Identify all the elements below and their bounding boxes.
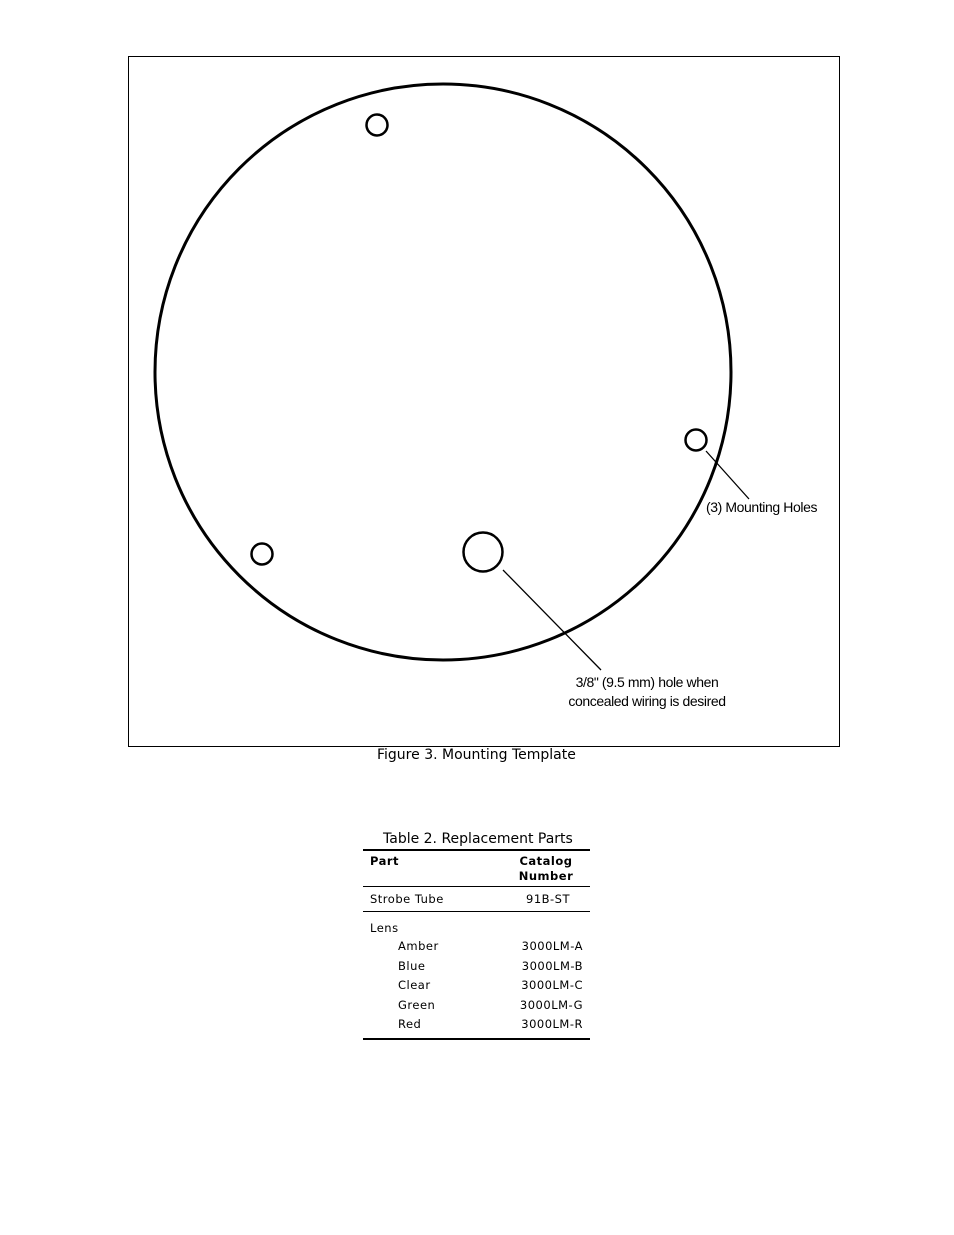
- part-cell: Lens: [370, 921, 399, 935]
- table-row: [363, 912, 590, 938]
- wiring-hole: [464, 533, 503, 572]
- part-cell: Green: [398, 997, 436, 1012]
- part-cell: Blue: [398, 958, 426, 973]
- catalog-cell: 91B-ST: [526, 892, 570, 906]
- mounting-template-drawing: [129, 57, 841, 748]
- table-row: [363, 1015, 590, 1039]
- wiring-hole-leader-line: [503, 570, 601, 670]
- part-cell: Strobe Tube: [370, 892, 444, 906]
- catalog-cell: [481, 912, 590, 938]
- catalog-cell: 3000LM-G: [519, 997, 583, 1012]
- mounting-template-figure: [128, 56, 840, 747]
- table-caption: Table 2. Replacement Parts: [383, 831, 573, 847]
- mounting-hole-left: [252, 544, 273, 565]
- mounting-hole-right: [686, 430, 707, 451]
- replacement-parts-table: [363, 849, 590, 1040]
- part-cell: Amber: [398, 939, 439, 953]
- table-row: [363, 976, 590, 996]
- header-catalog-number: [481, 850, 590, 887]
- wiring-hole-callout: 3/8" (9.5 mm) hole when concealed wiring is desired: [568, 674, 726, 709]
- template-outline-circle: [155, 84, 731, 660]
- catalog-cell: 3000LM-B: [521, 958, 583, 973]
- catalog-cell: 3000LM-R: [521, 1017, 583, 1032]
- table-row: [363, 887, 590, 912]
- catalog-cell: 3000LM-C: [521, 978, 583, 993]
- figure-caption: Figure 3. Mounting Template: [377, 747, 576, 763]
- replacement-parts-table-section: [363, 829, 590, 1040]
- table-row: [363, 937, 590, 957]
- mounting-holes-callout: (3) Mounting Holes: [706, 499, 818, 515]
- part-cell: Clear: [398, 978, 431, 993]
- table-row: [363, 996, 590, 1016]
- part-cell: Red: [398, 1017, 422, 1032]
- header-part: Part: [370, 854, 400, 868]
- table-header-row: [363, 850, 590, 887]
- header-catalog-number-text: Catalog Number: [518, 854, 574, 883]
- catalog-cell: 3000LM-A: [521, 939, 583, 953]
- mounting-hole-top: [367, 115, 388, 136]
- table-row: [363, 957, 590, 977]
